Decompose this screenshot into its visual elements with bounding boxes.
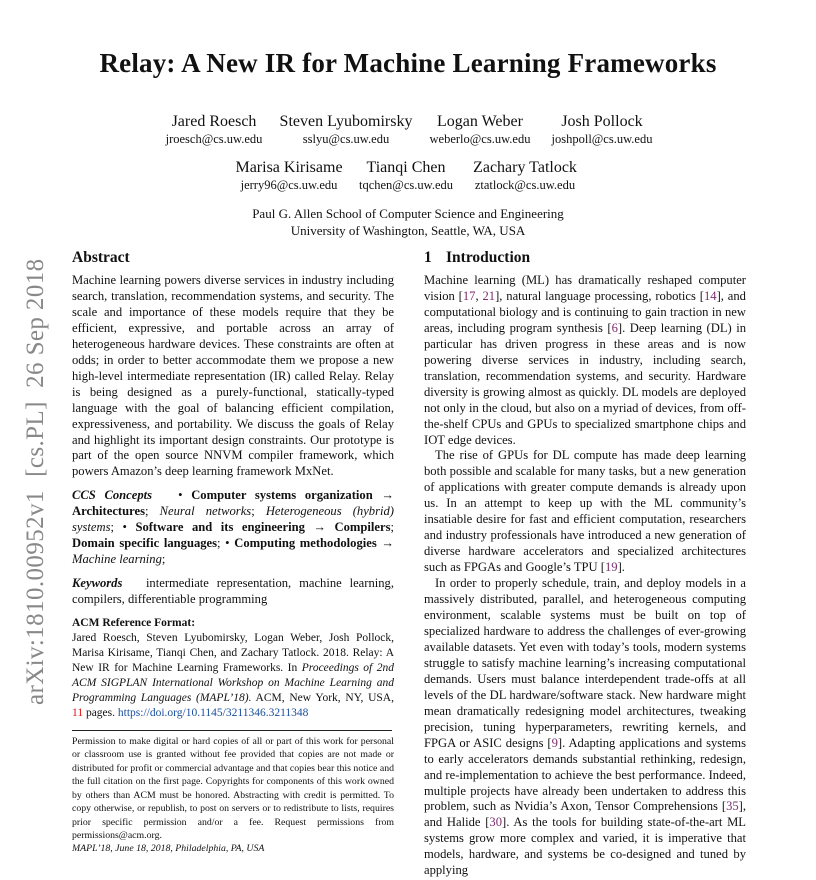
keywords [72,576,394,608]
conference-line: MAPL’18, June 18, 2018, Philadelphia, PA, USA [72,843,265,855]
permission-text: Permission to make digital or hard copies of all or part of this work for personal or classroom use is granted without fee provided that copies are not made or distributed for profit or commercial advantage and that copies bear this notice and the full citation on the first page. Copyrights for components of this work owned by others than ACM must be honored. Abstracting with credit is permitted. To copy otherwise, or republish, to post on servers or to redistribute to lists, requires prior specific permission and/or a fee. Request permissions from permissions@acm.org. [72,736,394,841]
ccs-term: Computer systems organization → Architectures [72,488,394,519]
citation-link[interactable]: 17 [462,288,476,303]
acm-reference-text: Jared Roesch, Steven Lyubomirsky, Logan Weber, Josh Pollock, Marisa Kirisame, Tianqi Chen, and Zachary Tatlock. 2018. Relay: A New IR for Machine Learning Frameworks. In [72,632,394,675]
paragraph [424,273,746,448]
author-email: ztatlock@cs.uw.edu [474,178,576,192]
author-name: Tianqi Chen [366,159,446,176]
ccs-label: CCS Concepts [72,488,153,503]
page-count-link[interactable]: 11 [72,707,84,720]
right-column [424,248,746,879]
ccs-term: Neural networks [159,504,252,519]
paragraph-text: ]. [617,560,625,575]
arxiv-stamp: arXiv:1810.00952v1 [cs.PL] 26 Sep 2018 [22,258,49,705]
author-name: Logan Weber [437,113,523,130]
author-name: Jared Roesch [171,113,257,130]
ccs-term: Computing methodologies [234,536,377,551]
author-block [235,158,342,193]
affiliation-university: University of Washington, Seattle, WA, USA [290,223,526,238]
paragraph-text: ], and computational biology and is continuing to gain traction in new areas, including program synthesis [ [424,288,746,335]
paper-title: Relay: A New IR for Machine Learning Frameworks [99,48,717,78]
author-block [280,112,413,147]
footnote-divider [72,730,392,731]
acm-reference-heading: ACM Reference Format: [72,617,196,630]
author-block [430,112,531,147]
permission-notice [72,735,394,856]
left-column [72,248,394,856]
affiliation-school: Paul G. Allen School of Computer Science and Engineering [252,206,564,221]
keywords-label: Keywords [72,576,123,591]
citation-link[interactable]: 9 [551,735,558,750]
citation-link[interactable]: 21 [482,288,496,303]
affiliation [0,205,816,239]
ccs-term: Domain specific languages [72,536,218,551]
author-email: weberlo@cs.uw.edu [429,132,531,146]
ccs-concepts: CCS Concepts • Computer systems organization → Architectures; Neural networks; Heterogeneous (hybrid) systems; • Software and its engineering → Compilers; Domain specific languages; • Computing methodologies → Machine learning; [72,488,394,567]
author-email: sslyu@cs.uw.edu [302,132,390,146]
paragraph [424,576,746,879]
section-title: Introduction [446,249,531,266]
section-number: 1 [424,249,432,266]
abstract-heading: Abstract [72,249,130,266]
citation-link[interactable]: 35 [726,799,739,814]
doi-link[interactable]: https://doi.org/10.1145/3211346.3211348 [117,707,309,720]
ccs-term: Heterogeneous (hybrid) systems [72,504,394,535]
paragraph-text: ]. Deep learning (DL) in particular has driven progress in these areas and is now powering diverse services in industry, including search, translation, recommendation systems, and security. Hardware diversity is growing almost as quickly. DL models are deployed not only in the cloud, but also on a myriad of devices, from off-the-shelf CPUs and GPUs to specialized smartphone chips and IOT edge devices. [424,320,746,447]
paragraph-text: ], natural language processing, robotics [ [495,288,704,303]
paragraph-text: The rise of GPUs for DL compute has made deep learning both possible and scalable for many tasks, but a new generation of applications with greater compute demands is already upon us. In an attempt to keep up with the ML community’s insatiable desire for fast and efficient computation, researchers and industry professionals have introduced a new generation of diverse hardware accelerators and specialized architectures such as FPGAs and Google’s TPU [ [424,448,746,575]
paragraph-text: ]. Adapting applications and systems to early accelerators demands substantial rethinking, redesign, and re-implementation to achieve the best performance. Indeed, multiple projects have already been undertaken to address this problem, such as Nvidia’s Axon, Tensor Comprehensions [ [424,735,746,814]
acm-reference [72,631,394,721]
author-name: Steven Lyubomirsky [279,113,413,130]
author-block [473,158,577,193]
citation-link[interactable]: 19 [604,560,618,575]
acm-reference-text: pages. [83,707,118,720]
paragraph-text: Machine learning (ML) has dramatically reshaped computer vision [ [424,273,746,303]
keywords-text: intermediate representation, machine learning, compilers, differentiable programming [72,576,394,607]
paragraph-text: In order to properly schedule, train, and deploy models in a massively distributed, parallel, and heterogeneous computing environment, scalable systems must be built on top of specialized hardware to address the challenges of ever-growing available datasets. Yet even with today’s tools, modern systems struggle to satisfy machine learning’s increasing computational demands. Users must balance interdependent trade-offs at all levels of the DL hardware/software stack. New hardware might mean dramatically redesigning model architectures, tweaking precision, tuning hyperparameters, rewriting kernels, and FPGA or ASIC designs [ [424,576,746,750]
author-name: Josh Pollock [561,113,643,130]
abstract-text: Machine learning powers diverse services in industry including search, translation, recommendation systems, and security. The scale and importance of these models require that they be efficient, expressive, and portable across an array of heterogeneous hardware devices. These constraints are often at odds; in order to better accommodate them we propose a new high-level intermediate representation (IR) called Relay. Relay is being designed as a purely-functional, statically-typed language with the goal of balancing efficient compilation, expressiveness, and portability. We discuss the goals of Relay and highlight its important design constraints. Our prototype is part of the open source NNVM compiler framework, which powers Amazon’s deep learning framework MxNet. [72,273,394,479]
author-block [166,112,263,147]
acm-reference-venue: Proceedings of 2nd ACM SIGPLAN International Workshop on Machine Learning and Programming Languages (MAPL’18). [72,662,394,705]
author-name: Marisa Kirisame [235,159,343,176]
author-block [552,112,653,147]
acm-reference-text: ACM, New York, NY, USA, [251,692,394,705]
paragraph-text: ], and Halide [ [424,799,746,830]
author-name: Zachary Tatlock [473,159,577,176]
author-email: tqchen@cs.uw.edu [358,178,454,192]
citation-link[interactable]: 14 [703,288,717,303]
author-block [359,158,453,193]
ccs-term: → Machine learning [72,536,394,567]
citation-link[interactable]: 6 [611,320,618,335]
paragraph-text: ]. As the tools for building state-of-the-art ML systems grow more complex and varied, it is imperative that models, hardware, and systems be co-designed and tuned by applying [424,815,746,878]
author-email: jerry96@cs.uw.edu [240,178,338,192]
paragraph [424,448,746,576]
author-email: jroesch@cs.uw.edu [165,132,263,146]
ccs-term: Software and its engineering → Compilers [135,520,391,535]
author-email: joshpoll@cs.uw.edu [551,132,653,146]
section-heading [424,248,746,268]
citation-link[interactable]: 30 [489,815,502,830]
paragraph-text: , [475,288,483,303]
